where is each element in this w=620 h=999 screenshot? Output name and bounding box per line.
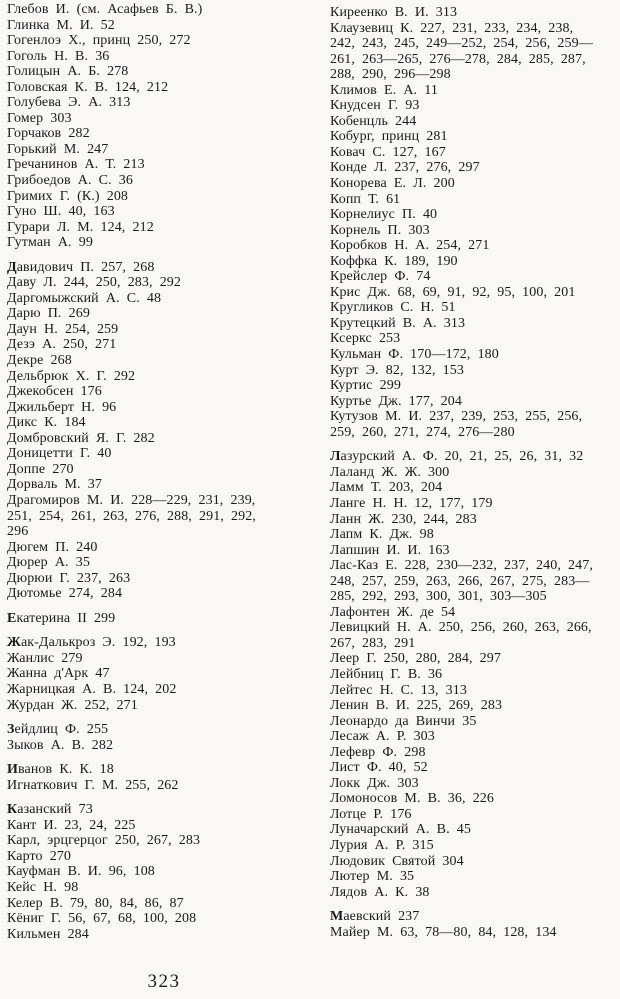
index-section xyxy=(330,5,618,440)
index-entry: Джекобсен 176 xyxy=(7,384,102,400)
index-entry-continuation: 242, 243, 245, 249—252, 254, 256, 259— xyxy=(330,36,593,52)
index-entry: Гуно Ш. 40, 163 xyxy=(7,204,115,220)
index-entry: Голубева Э. А. 313 xyxy=(7,95,131,111)
index-entry: Дезэ А. 250, 271 xyxy=(7,337,117,353)
index-section xyxy=(7,2,307,251)
index-entry: Ланн Ж. 230, 244, 283 xyxy=(330,511,477,527)
index-entry: Клаузевиц К. 227, 231, 233, 234, 238, xyxy=(330,20,574,36)
index-entry: Келер В. 79, 80, 84, 86, 87 xyxy=(7,895,184,911)
right-column xyxy=(330,5,618,940)
index-entry: Дюгем П. 240 xyxy=(7,539,98,555)
index-entry: Дютомье 274, 284 xyxy=(7,586,123,602)
index-entry-continuation: 285, 292, 293, 300, 301, 303—305 xyxy=(330,589,547,605)
index-entry: Ланге Н. Н. 12, 177, 179 xyxy=(330,495,493,511)
index-entry: Куртис 299 xyxy=(330,378,401,394)
index-entry-continuation: 261, 263—265, 276—278, 284, 285, 287, xyxy=(330,51,586,67)
index-entry: Климов Е. А. 11 xyxy=(330,82,438,98)
index-entry: Конде Л. 237, 276, 297 xyxy=(330,160,480,176)
index-entry-continuation: 251, 254, 261, 263, 276, 288, 291, 292, xyxy=(7,508,256,524)
section-lead-letter: З xyxy=(7,722,15,738)
index-entry: Даву Л. 244, 250, 283, 292 xyxy=(7,275,181,291)
index-entry: Гречанинов А. Т. 213 xyxy=(7,157,145,173)
index-entry: Коробков Н. А. 254, 271 xyxy=(330,238,490,254)
index-entry: Ковач С. 127, 167 xyxy=(330,144,446,160)
index-entry: Домбровский Я. Г. 282 xyxy=(7,430,155,446)
page-number: 323 xyxy=(147,971,181,992)
index-entry: Доппе 270 xyxy=(7,461,74,477)
index-entry: Ксеркс 253 xyxy=(330,331,401,347)
index-entry: Кауфман В. И. 96, 108 xyxy=(7,864,155,880)
index-entry: Джильберт Н. 96 xyxy=(7,399,117,415)
index-entry: Гурари Л. М. 124, 212 xyxy=(7,219,154,235)
index-entry: Лейбниц Г. В. 36 xyxy=(330,666,443,682)
index-entry: Кобург, принц 281 xyxy=(330,129,448,145)
index-entry: Дарю П. 269 xyxy=(7,306,90,322)
index-entry: Дюрюи Г. 237, 263 xyxy=(7,570,131,586)
index-entry: Крутецкий В. А. 313 xyxy=(330,315,466,331)
section-lead-letter: М xyxy=(330,909,344,925)
index-entry: Дикс К. 184 xyxy=(7,415,86,431)
index-entry: Киреенко В. И. 313 xyxy=(330,5,458,20)
index-section xyxy=(7,611,307,627)
index-entry: Зыков А. В. 282 xyxy=(7,737,114,753)
index-entry: Дюрер А. 35 xyxy=(7,555,90,571)
index-entry: Гутман А. 99 xyxy=(7,235,93,251)
index-entry: Лист Ф. 40, 52 xyxy=(330,760,428,776)
section-lead-letter: И xyxy=(7,762,18,778)
index-entry: Екатерина II 299 xyxy=(7,610,116,626)
index-entry: Головская К. В. 124, 212 xyxy=(7,79,169,95)
index-section xyxy=(7,260,307,602)
index-entry: Казанский 73 xyxy=(7,802,93,818)
index-entry: Лефевр Ф. 298 xyxy=(330,744,426,760)
index-section xyxy=(7,722,307,753)
index-entry: Игнаткович Г. М. 255, 262 xyxy=(7,777,179,793)
index-entry: Кругликов С. Н. 51 xyxy=(330,300,456,316)
index-entry: Коффка К. 189, 190 xyxy=(330,253,458,269)
index-entry: Лапм К. Дж. 98 xyxy=(330,527,434,543)
index-entry: Кант И. 23, 24, 225 xyxy=(7,817,136,833)
index-entry: Левицкий Н. А. 250, 256, 260, 263, 266, xyxy=(330,620,592,636)
index-entry: Маевский 237 xyxy=(330,909,420,925)
index-entry: Горький М. 247 xyxy=(7,141,109,157)
index-entry: Конорева Е. Л. 200 xyxy=(330,176,455,192)
index-entry-continuation: 248, 257, 259, 263, 266, 267, 275, 283— xyxy=(330,573,590,589)
index-entry: Жарницкая А. В. 124, 202 xyxy=(7,681,177,697)
section-lead-letter: Е xyxy=(7,610,17,626)
index-entry: Гомер 303 xyxy=(7,110,72,126)
index-entry: Курт Э. 82, 132, 153 xyxy=(330,362,464,378)
index-entry-continuation: 267, 283, 291 xyxy=(330,635,416,651)
index-entry: Глебов И. (см. Асафьев Б. В.) xyxy=(7,2,203,17)
index-entry: Кнудсен Г. 93 xyxy=(330,98,420,114)
index-entry: Куртье Дж. 177, 204 xyxy=(330,393,462,409)
index-entry: Лафонтен Ж. де 54 xyxy=(330,604,456,620)
index-entry: Леер Г. 250, 280, 284, 297 xyxy=(330,651,501,667)
index-section xyxy=(7,635,307,713)
index-entry: Драгомиров М. И. 228—229, 231, 239, xyxy=(7,492,256,508)
index-entry: Глинка М. И. 52 xyxy=(7,17,115,33)
index-entry: Лесаж А. Р. 303 xyxy=(330,729,435,745)
index-entry: Лапшин И. И. 163 xyxy=(330,542,450,558)
index-entry: Кобенцль 244 xyxy=(330,113,417,129)
index-entry: Жанлис 279 xyxy=(7,650,83,666)
index-entry: Кёниг Г. 56, 67, 68, 100, 208 xyxy=(7,911,197,927)
index-entry: Ламм Т. 203, 204 xyxy=(330,480,443,496)
index-entry: Жанна д'Арк 47 xyxy=(7,666,110,682)
index-entry: Давидович П. 257, 268 xyxy=(7,259,155,275)
index-entry: Карто 270 xyxy=(7,848,72,864)
index-entry: Лотце Р. 176 xyxy=(330,806,412,822)
index-section xyxy=(330,449,618,900)
index-entry: Кейс Н. 98 xyxy=(7,879,79,895)
index-entry: Доницетти Г. 40 xyxy=(7,446,112,462)
index-entry: Кильмен 284 xyxy=(7,926,89,942)
index-entry: Людовик Святой 304 xyxy=(330,853,464,869)
index-entry: Лядов А. К. 38 xyxy=(330,884,430,900)
section-lead-letter: Л xyxy=(330,449,341,465)
index-entry: Лютер М. 35 xyxy=(330,869,415,885)
index-entry: Голицын А. Б. 278 xyxy=(7,64,129,80)
index-entry: Корнелиус П. 40 xyxy=(330,207,438,223)
section-lead-letter: К xyxy=(7,802,18,818)
index-entry-continuation: 259, 260, 271, 274, 276—280 xyxy=(330,424,515,440)
index-entry-continuation: 288, 290, 296—298 xyxy=(330,67,451,83)
index-entry: Грибоедов А. С. 36 xyxy=(7,173,134,189)
index-entry: Иванов К. К. 18 xyxy=(7,762,114,778)
index-entry: Даргомыжский А. С. 48 xyxy=(7,290,162,306)
index-entry: Гогенлоэ Х., принц 250, 272 xyxy=(7,33,191,49)
index-entry: Лас-Каз Е. 228, 230—232, 237, 240, 247, xyxy=(330,558,593,574)
index-entry: Крис Дж. 68, 69, 91, 92, 95, 100, 201 xyxy=(330,284,576,300)
index-entry: Лейтес Н. С. 13, 313 xyxy=(330,682,467,698)
index-entry: Жак-Далькроз Э. 192, 193 xyxy=(7,635,176,651)
index-entry: Зейдлиц Ф. 255 xyxy=(7,722,109,738)
index-entry: Майер М. 63, 78—80, 84, 128, 134 xyxy=(330,924,557,940)
index-section xyxy=(7,762,307,793)
index-section xyxy=(7,802,307,942)
index-entry: Дельбрюк Х. Г. 292 xyxy=(7,368,136,384)
index-entry: Копп Т. 61 xyxy=(330,191,401,207)
index-entry: Лазурский А. Ф. 20, 21, 25, 26, 31, 32 xyxy=(330,449,584,465)
index-entry: Дорваль М. 37 xyxy=(7,477,102,493)
index-entry: Ломоносов М. В. 36, 226 xyxy=(330,791,494,807)
index-entry: Леонардо да Винчи 35 xyxy=(330,713,477,729)
left-column xyxy=(7,2,307,942)
index-entry: Декре 268 xyxy=(7,353,72,369)
section-lead-letter: Д xyxy=(7,259,17,275)
index-entry: Луначарский А. В. 45 xyxy=(330,822,471,838)
index-entry: Лаланд Ж. Ж. 300 xyxy=(330,464,450,480)
index-entry: Кульман Ф. 170—172, 180 xyxy=(330,347,499,363)
index-entry: Локк Дж. 303 xyxy=(330,775,419,791)
index-entry: Гоголь Н. В. 36 xyxy=(7,48,110,64)
index-section xyxy=(330,909,618,940)
index-entry: Ленин В. И. 225, 269, 283 xyxy=(330,698,503,714)
index-entry: Корнель П. 303 xyxy=(330,222,430,238)
index-entry: Гримих Г. (К.) 208 xyxy=(7,188,129,204)
index-entry: Журдан Ж. 252, 271 xyxy=(7,697,138,713)
index-entry-continuation: 296 xyxy=(7,524,29,540)
section-lead-letter: Ж xyxy=(7,635,21,651)
index-entry: Даун Н. 254, 259 xyxy=(7,321,119,337)
index-entry: Горчаков 282 xyxy=(7,126,90,142)
index-entry: Крейслер Ф. 74 xyxy=(330,269,431,285)
index-entry: Кутузов М. И. 237, 239, 253, 255, 256, xyxy=(330,409,583,425)
index-entry: Лурия А. Р. 315 xyxy=(330,837,434,853)
index-entry: Карл, эрцгерцог 250, 267, 283 xyxy=(7,833,201,849)
